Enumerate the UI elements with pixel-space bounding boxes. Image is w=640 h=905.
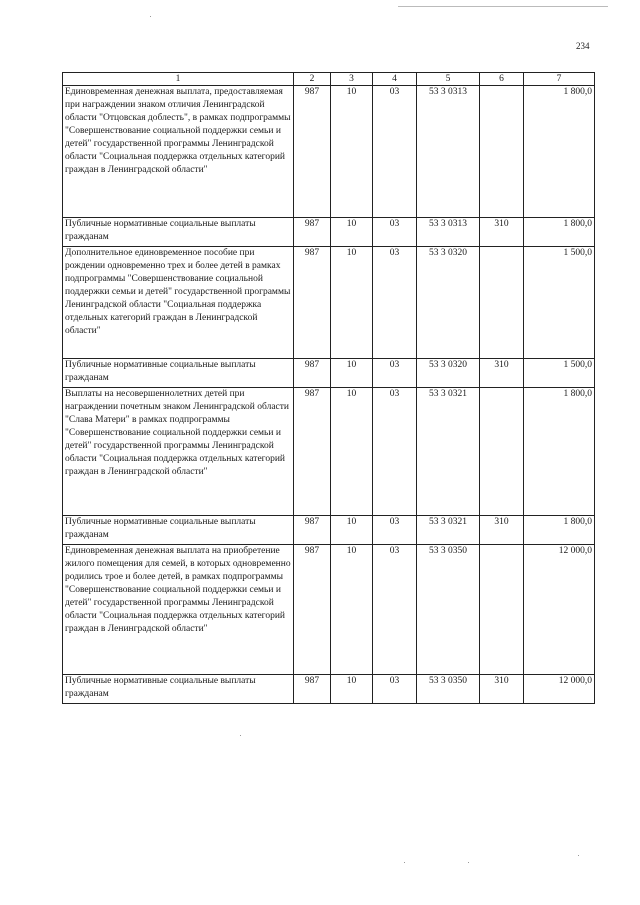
cell-col2: 987	[294, 218, 331, 247]
cell-col2: 987	[294, 545, 331, 675]
table-row	[63, 516, 595, 545]
cell-col2: 987	[294, 247, 331, 359]
cell-col5: 53 3 0321	[417, 388, 480, 516]
row-description: Дополнительное единовременное пособие при рождении одновременно трех и более детей в рамках подпрограммы "Совершенствование социальной поддержки семьи и детей" государственной программы Ленинградской области "Социальная поддержка отдельных категорий граждан в Ленинградской области"	[63, 247, 294, 359]
cell-col7: 12 000,0	[524, 545, 595, 675]
cell-col5: 53 3 0320	[417, 247, 480, 359]
cell-col3: 10	[331, 516, 373, 545]
column-header: 7	[524, 73, 595, 86]
column-header: 1	[63, 73, 294, 86]
budget-table	[62, 72, 595, 704]
scan-speck	[404, 862, 405, 863]
cell-col3: 10	[331, 86, 373, 218]
table-row	[63, 86, 595, 218]
row-description: Публичные нормативные социальные выплаты гражданам	[63, 675, 294, 704]
row-description: Публичные нормативные социальные выплаты гражданам	[63, 359, 294, 388]
cell-col7: 1 500,0	[524, 359, 595, 388]
scan-top-rule	[398, 6, 608, 7]
cell-col3: 10	[331, 388, 373, 516]
cell-col5: 53 3 0313	[417, 218, 480, 247]
column-header: 2	[294, 73, 331, 86]
cell-col2: 987	[294, 675, 331, 704]
cell-col6: 310	[480, 218, 524, 247]
cell-col6: 310	[480, 675, 524, 704]
row-description: Публичные нормативные социальные выплаты гражданам	[63, 218, 294, 247]
cell-col3: 10	[331, 218, 373, 247]
cell-col6	[480, 388, 524, 516]
cell-col4: 03	[373, 247, 417, 359]
cell-col6	[480, 247, 524, 359]
row-description: Единовременная денежная выплата, предоставляемая при награждении знаком отличия Ленинградской области "Отцовская доблесть", в рамках подпрограммы "Совершенствование социальной поддержки семьи и детей" государственной программы Ленинградской области "Социальная поддержка отдельных категорий граждан в Ленинградской области"	[63, 86, 294, 218]
column-header: 4	[373, 73, 417, 86]
cell-col4: 03	[373, 545, 417, 675]
cell-col4: 03	[373, 359, 417, 388]
cell-col4: 03	[373, 218, 417, 247]
table-row	[63, 545, 595, 675]
cell-col4: 03	[373, 388, 417, 516]
cell-col2: 987	[294, 359, 331, 388]
header-row	[63, 73, 595, 86]
scan-speck	[150, 16, 151, 17]
table-row	[63, 359, 595, 388]
cell-col6: 310	[480, 359, 524, 388]
cell-col3: 10	[331, 675, 373, 704]
cell-col2: 987	[294, 86, 331, 218]
row-description: Единовременная денежная выплата на приобретение жилого помещения для семей, в которых одновременно родились трое и более детей, в рамках подпрограммы "Совершенствование социальной поддержки семьи и детей" государственной программы Ленинградской области "Социальная поддержка отдельных категорий граждан в Ленинградской области"	[63, 545, 294, 675]
row-description: Публичные нормативные социальные выплаты гражданам	[63, 516, 294, 545]
cell-col5: 53 3 0350	[417, 545, 480, 675]
column-header: 6	[480, 73, 524, 86]
cell-col4: 03	[373, 86, 417, 218]
cell-col2: 987	[294, 516, 331, 545]
cell-col6	[480, 86, 524, 218]
table-row	[63, 247, 595, 359]
cell-col4: 03	[373, 675, 417, 704]
table-row	[63, 388, 595, 516]
cell-col7: 12 000,0	[524, 675, 595, 704]
cell-col7: 1 500,0	[524, 247, 595, 359]
cell-col3: 10	[331, 247, 373, 359]
cell-col7: 1 800,0	[524, 86, 595, 218]
cell-col5: 53 3 0321	[417, 516, 480, 545]
cell-col6: 310	[480, 516, 524, 545]
column-header: 3	[331, 73, 373, 86]
cell-col6	[480, 545, 524, 675]
cell-col4: 03	[373, 516, 417, 545]
scan-speck	[240, 735, 241, 736]
column-header: 5	[417, 73, 480, 86]
table-row	[63, 675, 595, 704]
table-row	[63, 218, 595, 247]
scan-speck	[468, 862, 469, 863]
cell-col5: 53 3 0350	[417, 675, 480, 704]
scan-speck	[578, 855, 579, 856]
cell-col2: 987	[294, 388, 331, 516]
page-number: 234	[576, 41, 590, 51]
cell-col5: 53 3 0313	[417, 86, 480, 218]
cell-col7: 1 800,0	[524, 388, 595, 516]
cell-col3: 10	[331, 359, 373, 388]
row-description: Выплаты на несовершеннолетних детей при награждении почетным знаком Ленинградской области "Слава Матери" в рамках подпрограммы "Совершенствование социальной поддержки семьи и детей" государственной программы Ленинградской области "Социальная поддержка отдельных категорий граждан в Ленинградской области"	[63, 388, 294, 516]
cell-col7: 1 800,0	[524, 516, 595, 545]
cell-col5: 53 3 0320	[417, 359, 480, 388]
cell-col3: 10	[331, 545, 373, 675]
cell-col7: 1 800,0	[524, 218, 595, 247]
